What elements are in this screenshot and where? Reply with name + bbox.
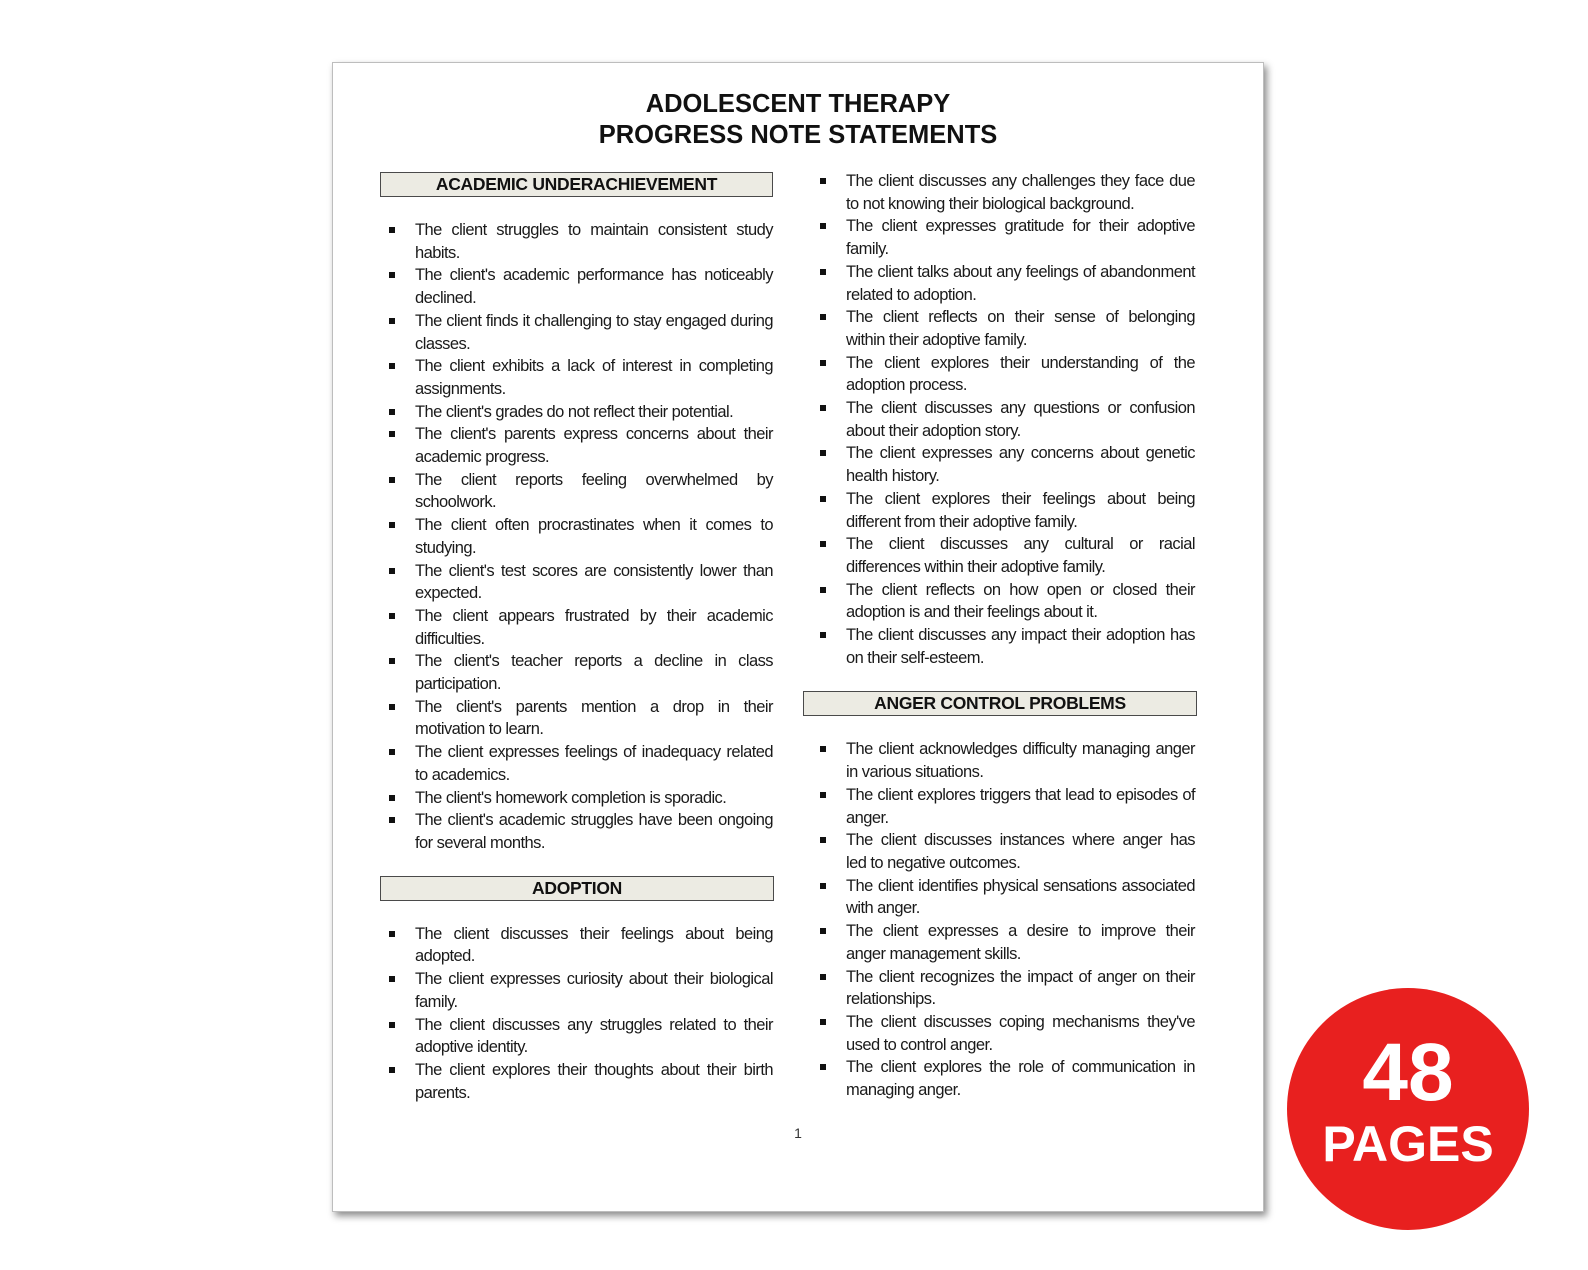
list-item [380, 423, 773, 468]
list-item [811, 1056, 1195, 1101]
list-item-text: The client's parents mention a drop in their motivation to learn. [415, 697, 773, 739]
title-line-2: PROGRESS NOTE STATEMENTS [598, 121, 998, 149]
square-bullet-icon [389, 431, 395, 437]
list-item-text: The client's parents express concerns about their academic progress. [415, 425, 773, 467]
list-item [811, 306, 1195, 351]
list-item-text: The client reflects on their sense of belonging within their adoptive family. [846, 308, 1195, 349]
list-item [380, 696, 773, 741]
list-item-text: The client struggles to maintain consistent study habits. [415, 221, 773, 262]
square-bullet-icon [820, 928, 826, 934]
list-item [380, 1014, 773, 1059]
list-item [811, 1011, 1195, 1056]
list-item-text: The client exhibits a lack of interest in completing assignments. [415, 357, 773, 398]
list-item [380, 968, 773, 1013]
list-item [811, 579, 1195, 624]
list-item [811, 352, 1195, 397]
list-item-text: The client explores their feelings about being different from their adoptive family. [846, 489, 1195, 531]
badge-number: 48 [1362, 1027, 1454, 1118]
list-item [380, 1059, 773, 1104]
square-bullet-icon [820, 450, 826, 456]
square-bullet-icon [820, 314, 826, 320]
square-bullet-icon [389, 613, 395, 619]
square-bullet-icon [820, 837, 826, 843]
list-item [811, 875, 1195, 920]
list-item-text: The client expresses gratitude for their adoptive family. [846, 217, 1195, 259]
section-heading-academic: ACADEMIC UNDERACHIEVEMENT [380, 172, 773, 197]
square-bullet-icon [389, 976, 395, 982]
list-item-text: The client discusses any questions or confusion about their adoption story. [846, 399, 1195, 440]
square-bullet-icon [389, 795, 395, 801]
adoption-list [380, 923, 773, 1105]
list-item-text: The client appears frustrated by their academic difficulties. [415, 606, 773, 648]
square-bullet-icon [820, 541, 826, 547]
list-item [380, 264, 773, 309]
list-item [380, 219, 773, 264]
list-item-text: The client finds it challenging to stay engaged during classes. [415, 311, 773, 353]
list-item-text: The client discusses their feelings about being adopted. [415, 924, 773, 966]
list-item-text: The client acknowledges difficulty managing anger in various situations. [846, 740, 1195, 782]
list-item [380, 469, 773, 514]
list-item [380, 650, 773, 695]
page-count-badge [1287, 988, 1529, 1230]
anger-list [811, 738, 1195, 1101]
square-bullet-icon [820, 360, 826, 366]
square-bullet-icon [820, 883, 826, 889]
list-item [811, 966, 1195, 1011]
list-item [811, 397, 1195, 442]
square-bullet-icon [820, 223, 826, 229]
square-bullet-icon [820, 496, 826, 502]
list-item [811, 784, 1195, 829]
square-bullet-icon [820, 587, 826, 593]
list-item-text: The client's academic struggles have been ongoing for several months. [415, 811, 773, 852]
square-bullet-icon [389, 817, 395, 823]
square-bullet-icon [820, 1064, 826, 1070]
list-item [811, 215, 1195, 260]
list-item-text: The client expresses feelings of inadequacy related to academics. [415, 743, 773, 784]
right-column [811, 172, 1211, 1102]
list-item-text: The client reports feeling overwhelmed by schoolwork. [415, 470, 773, 512]
list-item-text: The client discusses instances where anger has led to negative outcomes. [846, 831, 1195, 872]
list-item-text: The client reflects on how open or closed their adoption is and their feelings about it. [846, 580, 1195, 622]
square-bullet-icon [389, 363, 395, 369]
list-item [380, 605, 773, 650]
list-item [380, 741, 773, 786]
page-number: 1 [794, 1125, 802, 1141]
list-item [380, 310, 773, 355]
list-item [811, 261, 1195, 306]
square-bullet-icon [389, 749, 395, 755]
list-item-text: The client explores the role of communication in managing anger. [846, 1058, 1195, 1100]
square-bullet-icon [389, 477, 395, 483]
adoption-list-continued [811, 170, 1195, 669]
list-item-text: The client discusses coping mechanisms they've used to control anger. [846, 1012, 1195, 1054]
list-item [811, 533, 1195, 578]
square-bullet-icon [389, 658, 395, 664]
list-item-text: The client's test scores are consistently lower than expected. [415, 561, 773, 603]
square-bullet-icon [389, 522, 395, 528]
square-bullet-icon [389, 704, 395, 710]
list-item [811, 170, 1195, 215]
list-item [380, 514, 773, 559]
list-item-text: The client talks about any feelings of abandonment related to adoption. [846, 262, 1195, 304]
list-item [811, 442, 1195, 487]
square-bullet-icon [820, 269, 826, 275]
square-bullet-icon [820, 746, 826, 752]
list-item [811, 624, 1195, 669]
list-item-text: The client identifies physical sensations associated with anger. [846, 876, 1195, 918]
document-page [332, 62, 1264, 1212]
list-item-text: The client discusses any impact their adoption has on their self-esteem. [846, 626, 1195, 667]
list-item-text: The client discusses any cultural or racial differences within their adoptive family. [846, 535, 1195, 576]
badge-label: PAGES [1322, 1116, 1494, 1172]
list-item [811, 738, 1195, 783]
list-item [380, 355, 773, 400]
list-item-text: The client expresses curiosity about their biological family. [415, 970, 773, 1011]
square-bullet-icon [389, 1022, 395, 1028]
list-item-text: The client expresses a desire to improve their anger management skills. [846, 922, 1195, 963]
list-item [380, 923, 773, 968]
square-bullet-icon [389, 1067, 395, 1073]
page-title [333, 89, 1263, 151]
square-bullet-icon [820, 405, 826, 411]
list-item-text: The client's teacher reports a decline in class participation. [415, 652, 773, 694]
list-item-text: The client recognizes the impact of anger on their relationships. [846, 967, 1195, 1009]
section-heading-adoption: ADOPTION [380, 876, 774, 901]
square-bullet-icon [820, 178, 826, 184]
square-bullet-icon [820, 1019, 826, 1025]
list-item-text: The client often procrastinates when it comes to studying. [415, 516, 773, 557]
list-item [380, 401, 773, 424]
list-item-text: The client explores triggers that lead to episodes of anger. [846, 785, 1195, 827]
list-item-text: The client's homework completion is sporadic. [415, 788, 727, 807]
list-item-text: The client's academic performance has noticeably declined. [415, 266, 773, 308]
square-bullet-icon [820, 974, 826, 980]
list-item-text: The client explores their understanding of the adoption process. [846, 353, 1195, 395]
list-item-text: The client discusses any challenges they face due to not knowing their biological background. [846, 172, 1195, 213]
list-item [380, 560, 773, 605]
section-heading-anger: ANGER CONTROL PROBLEMS [803, 691, 1197, 716]
list-item-text: The client expresses any concerns about genetic health history. [846, 444, 1195, 486]
square-bullet-icon [389, 409, 395, 415]
list-item [380, 787, 773, 810]
square-bullet-icon [389, 568, 395, 574]
list-item [811, 488, 1195, 533]
square-bullet-icon [820, 632, 826, 638]
academic-list [380, 219, 773, 855]
list-item-text: The client discusses any struggles related to their adoptive identity. [415, 1015, 773, 1057]
square-bullet-icon [820, 792, 826, 798]
left-column [380, 172, 773, 1104]
square-bullet-icon [389, 272, 395, 278]
list-item-text: The client explores their thoughts about their birth parents. [415, 1060, 773, 1102]
square-bullet-icon [389, 227, 395, 233]
square-bullet-icon [389, 318, 395, 324]
title-line-1: ADOLESCENT THERAPY [645, 90, 951, 118]
list-item-text: The client's grades do not reflect their potential. [415, 402, 734, 421]
list-item [380, 809, 773, 854]
list-item [811, 920, 1195, 965]
list-item [811, 829, 1195, 874]
square-bullet-icon [389, 931, 395, 937]
